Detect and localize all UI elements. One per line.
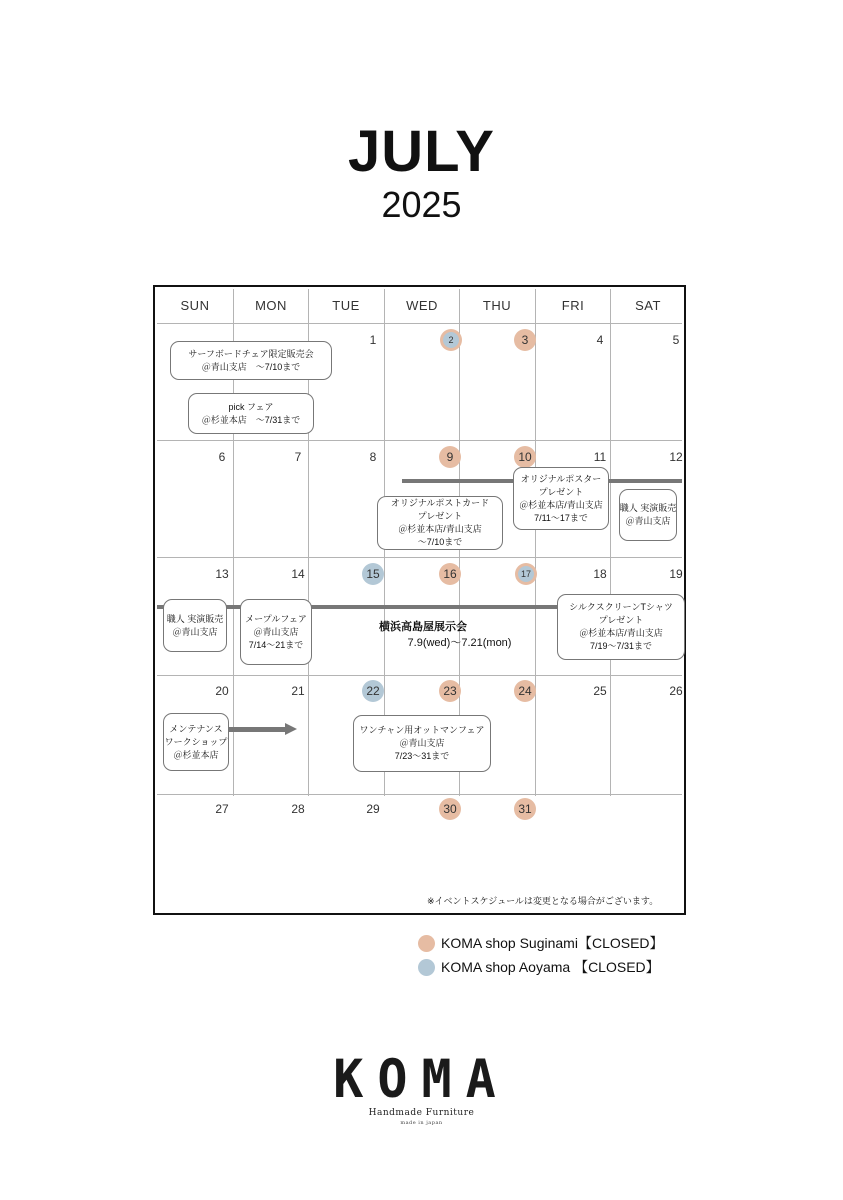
weekday-sat: SAT xyxy=(635,298,661,313)
day-28: 28 xyxy=(291,802,305,816)
grid-line xyxy=(157,440,682,441)
orange-dot-icon xyxy=(418,935,435,952)
day-3: 3 xyxy=(514,329,536,351)
day-22: 22 xyxy=(362,680,384,702)
day-8: 8 xyxy=(369,450,377,464)
day-12: 12 xyxy=(669,450,683,464)
day-7: 7 xyxy=(294,450,302,464)
day-29: 29 xyxy=(366,802,380,816)
grid-line xyxy=(157,323,682,324)
day-9: 9 xyxy=(439,446,461,468)
day-25: 25 xyxy=(593,684,607,698)
blue-dot-icon xyxy=(418,959,435,976)
day-17: 17 xyxy=(518,566,534,582)
event-pick-fair: pick フェア ＠杉並本店 〜7/31まで xyxy=(188,393,314,434)
grid-line xyxy=(157,557,682,558)
day-16: 16 xyxy=(439,563,461,585)
weekday-tue: TUE xyxy=(332,298,360,313)
day-5: 5 xyxy=(672,333,680,347)
event-craftsman-13: 職人 実演販売 ＠青山支店 xyxy=(163,599,227,652)
day-6: 6 xyxy=(218,450,226,464)
day-21: 21 xyxy=(291,684,305,698)
event-ottoman-fair: ワンチャン用オットマンフェア ＠青山支店 7/23〜31まで xyxy=(353,715,491,772)
day-23: 23 xyxy=(439,680,461,702)
day-30: 30 xyxy=(439,798,461,820)
schedule-note: ※イベントスケジュールは変更となる場合がございます。 xyxy=(427,896,659,906)
day-20: 20 xyxy=(215,684,229,698)
legend-suginami: KOMA shop Suginami【CLOSED】 xyxy=(418,933,664,953)
event-surfboard-chair: サーフボードチェア限定販売会 ＠青山支店 〜7/10まで xyxy=(170,341,332,380)
day-14: 14 xyxy=(291,567,305,581)
weekday-fri: FRI xyxy=(561,298,585,313)
event-maintenance-workshop: メンテナンス ワークショップ ＠杉並本店 xyxy=(163,713,229,771)
event-poster: オリジナルポスター プレゼント ＠杉並本店/青山支店 7/11〜17まで xyxy=(513,467,609,530)
month-title: JULY xyxy=(348,119,495,184)
logo-subtagline: made in japan xyxy=(400,1120,443,1126)
day-19: 19 xyxy=(669,567,683,581)
exhibition-label: 横浜高島屋展示会 7.9(wed)〜7.21(mon) xyxy=(379,621,512,649)
event-silkscreen-tshirt: シルクスクリーンTシャツ プレゼント ＠杉並本店/青山支店 7/19〜7/31まで xyxy=(557,594,685,660)
weekday-wed: WED xyxy=(406,298,438,313)
day-10: 10 xyxy=(514,446,536,468)
grid-line xyxy=(157,675,682,676)
event-craftsman-12: 職人 実演販売 ＠青山支店 xyxy=(619,489,677,541)
weekday-mon: MON xyxy=(255,298,287,313)
grid-line xyxy=(610,289,611,796)
koma-logo: KOMA xyxy=(333,1048,510,1110)
day-26: 26 xyxy=(669,684,683,698)
grid-line xyxy=(157,794,682,795)
day-15: 15 xyxy=(362,563,384,585)
day-13: 13 xyxy=(215,567,229,581)
day-11: 11 xyxy=(593,450,607,464)
day-4: 4 xyxy=(596,333,604,347)
year-title: 2025 xyxy=(381,184,462,225)
day-31: 31 xyxy=(514,798,536,820)
day-27: 27 xyxy=(215,802,229,816)
logo-tagline: Handmade Furniture xyxy=(368,1108,475,1118)
day-1: 1 xyxy=(369,333,377,347)
weekday-sun: SUN xyxy=(180,298,210,313)
day-24: 24 xyxy=(514,680,536,702)
arrow-head-icon xyxy=(285,723,297,735)
legend-aoyama: KOMA shop Aoyama 【CLOSED】 xyxy=(418,957,660,977)
weekday-thu: THU xyxy=(482,298,512,313)
day-18: 18 xyxy=(593,567,607,581)
arrow-bar xyxy=(227,727,287,732)
calendar-grid xyxy=(153,285,686,915)
grid-line xyxy=(535,289,536,796)
event-maple-fair: メープルフェア ＠青山支店 7/14〜21まで xyxy=(240,599,312,665)
day-2: 2 xyxy=(443,332,459,348)
event-postcard: オリジナルポストカード プレゼント ＠杉並本店/青山支店 〜7/10まで xyxy=(377,496,503,550)
